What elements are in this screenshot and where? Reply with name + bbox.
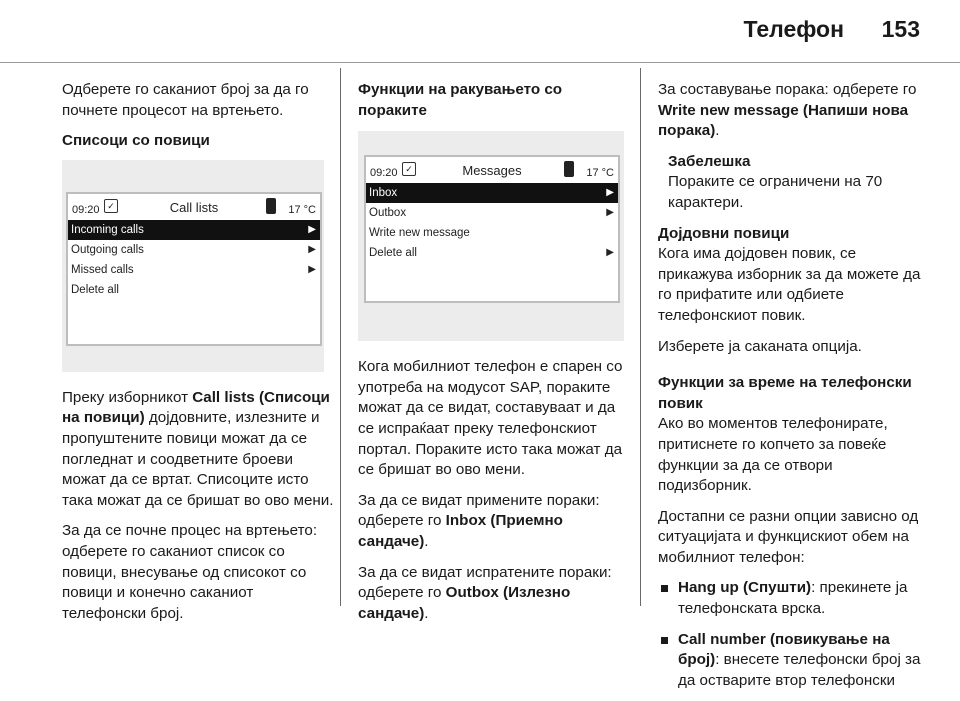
dialing-paragraph: За да се почне процес на вртењето: одберете го саканиот список со повици, внесување од списокот со повици и конечно саканиот телефонски број. xyxy=(62,522,318,622)
menu-item-delete-all[interactable]: Delete all xyxy=(71,283,119,296)
phone-icon xyxy=(564,161,574,177)
menu-item-missed-calls[interactable]: Missed calls ▶ xyxy=(68,260,320,280)
arrow-right-icon: ▶ xyxy=(308,243,316,255)
list-item: Call number (повикување на број): внесете телефонски број за да остварите втор телефонски xyxy=(658,630,930,692)
call-lists-paragraph: Преку изборникот Call lists (Списоци на повици) дојдовните, излезните и пропуштените повици можат да се погледнат и соодветните броеви можат да се вртат. Списоците исто така можат да се бришат во ово мени. xyxy=(62,388,334,509)
column-1 xyxy=(62,80,334,634)
menu-item-delete-all[interactable]: Delete all ▶ xyxy=(366,243,618,263)
write-message-paragraph: За составување порака: одберете го Write new message (Напиши нова порака). xyxy=(658,81,917,140)
menu-item-inbox[interactable]: Inbox ▶ xyxy=(366,183,618,203)
options-list xyxy=(658,578,930,691)
messages-screen xyxy=(364,155,620,303)
arrow-right-icon: ▶ xyxy=(606,207,614,219)
temperature: 17 °C xyxy=(586,167,614,180)
select-option-paragraph: Изберете ја саканата опција. xyxy=(658,337,862,355)
page-number: 153 xyxy=(881,16,920,42)
inbox-paragraph: За да се видат примените пораки: одберете го Inbox (Приемно сандаче). xyxy=(358,491,600,550)
screen-status-bar xyxy=(366,157,618,183)
arrow-right-icon: ▶ xyxy=(308,223,316,235)
clock: 09:20 xyxy=(72,203,100,216)
note-box xyxy=(668,152,930,214)
column-2 xyxy=(358,80,634,634)
column-divider-2 xyxy=(640,68,641,606)
check-icon: ✓ xyxy=(104,199,118,213)
call-lists-screen xyxy=(66,192,322,346)
header-divider xyxy=(0,62,960,63)
note-text: Пораките се ограничени на 70 карактери. xyxy=(668,173,883,211)
screen-title: Call lists xyxy=(169,199,219,215)
arrow-right-icon: ▶ xyxy=(308,263,316,275)
menu-item-outbox[interactable]: Outbox ▶ xyxy=(366,203,618,223)
menu-item-outgoing-calls[interactable]: Outgoing calls ▶ xyxy=(68,240,320,260)
incoming-calls-paragraph: Кога има дојдовен повик, се прикажува изборник за да можете да го прифатите или одбиете телефонскиот повик. xyxy=(658,245,921,324)
call-lists-heading: Списоци со повици xyxy=(62,132,210,150)
list-item: Hang up (Спушти): прекинете ја телефонската врска. xyxy=(658,578,930,619)
column-3 xyxy=(658,80,930,701)
page-title: Телефон xyxy=(743,16,844,42)
check-icon: ✓ xyxy=(402,162,416,176)
options-paragraph: Достапни се разни опции зависно од ситуацијата и функцискиот обем на мобилниот телефон: xyxy=(658,507,919,566)
outbox-paragraph: За да се видат испратените пораки: одберете го Outbox (Излезно сандаче). xyxy=(358,563,612,622)
column-divider-1 xyxy=(340,68,341,606)
temperature: 17 °C xyxy=(288,203,316,216)
screen-status-bar xyxy=(68,194,320,220)
in-call-functions-heading: Функции за време на телефонски повик xyxy=(658,374,912,412)
incoming-calls-heading: Дојдовни повици xyxy=(658,224,790,242)
sap-paragraph: Кога мобилниот телефон е спарен со употреба на модусот SAP, пораките можат да се видат, составуваат и да се испраќаат преку телефонскиот портал. Пораките исто така можат да се бришат во ово мени. xyxy=(358,358,623,479)
menu-item-write-new-message[interactable]: Write new message xyxy=(369,227,470,240)
messages-figure xyxy=(358,131,624,341)
in-call-paragraph: Ако во моментов телефонирате, притиснете го копчето за повеќе функции за да се отвори подизборник. xyxy=(658,415,888,495)
page-header xyxy=(0,0,960,62)
menu-item-incoming-calls[interactable]: Incoming calls ▶ xyxy=(68,220,320,240)
screen-title: Messages xyxy=(462,163,522,179)
arrow-right-icon: ▶ xyxy=(606,187,614,199)
phone-icon xyxy=(266,198,276,214)
intro-paragraph: Одберете го саканиот број за да го почнете процесот на вртењето. xyxy=(62,81,309,119)
messages-heading: Функции на ракувањето со пораките xyxy=(358,81,563,119)
arrow-right-icon: ▶ xyxy=(606,247,614,259)
call-lists-figure xyxy=(62,160,324,372)
clock: 09:20 xyxy=(370,167,398,180)
note-title: Забелешка xyxy=(668,152,751,170)
